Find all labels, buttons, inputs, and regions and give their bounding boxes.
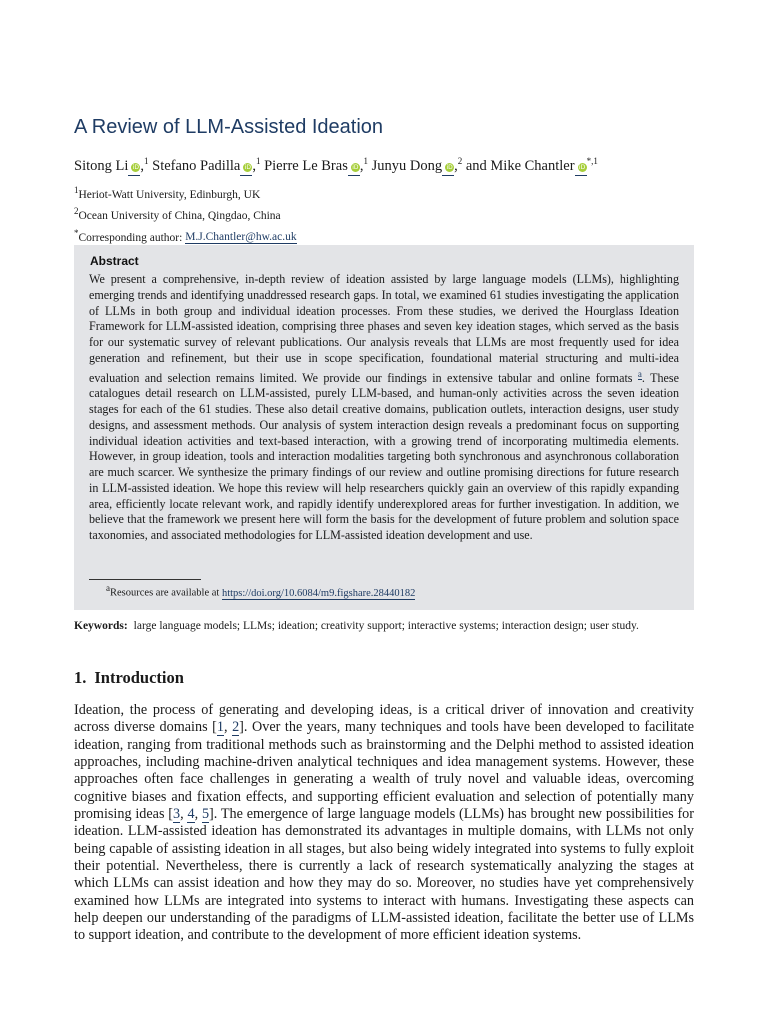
author-name: Mike Chantler xyxy=(490,157,575,174)
orcid-link[interactable] xyxy=(240,158,252,176)
affiliation-mark: 1 xyxy=(144,156,149,166)
keywords-text: large language models; LLMs; ideation; creativity support; interactive systems; interaction design; user study. xyxy=(133,620,639,632)
abstract-footnote: $^a$Resources are available at https://doi.org/10.6084/m9.figshare.28440182 xyxy=(106,583,416,599)
keywords xyxy=(74,620,639,632)
orcid-link[interactable] xyxy=(575,158,587,176)
email-link[interactable]: M.J.Chantler@hw.ac.uk xyxy=(185,231,297,244)
intro-paragraph: Ideation, the process of generating and developing ideas, is a critical driver of innovation and creativity across diverse domains [1, 2]. Over the years, many techniques and tools have been developed to facilitate ideation, ranging from traditional methods such as brainstorming and the Delphi method to assisted ideation approaches, including machine-driven analytical techniques and idea management systems. However, these approaches often face challenges in generating a wealth of truly novel and valuable ideas, overcoming cognitive biases and fixation effects, and supporting efficient evaluation and selection of potentially many promising ideas [3, 4, 5]. The emergence of large language models (LLMs) has brought new possibilities for ideation. LLM-assisted ideation has demonstrated its advantages in multiple domains, with LLMs not only being capable of assisting ideation in all stages, but also being widely integrated into systems to fully exploit their potential. Nevertheless, there is currently a lack of research systematically analyzing the stages at which LLMs can assist ideation and how they may do so. Moreover, no studies have yet comprehensively examined how LLMs are integrated into systems to interact with humans. Investigating these aspects can help deepen our understanding of the paradigms of LLM-assisted ideation, facilitate the better use of LLMs to support ideation, and contribute to the development of more efficient ideation systems. xyxy=(74,702,695,944)
orcid-icon: iD xyxy=(446,163,453,171)
author-name: Pierre Le Bras xyxy=(264,157,348,174)
citation-link[interactable]: 2 xyxy=(232,719,240,736)
footnote-ref[interactable]: a xyxy=(637,368,642,379)
citation-link[interactable]: 3 xyxy=(173,806,181,823)
orcid-icon: iD xyxy=(578,163,586,171)
section-title: Introduction xyxy=(94,668,184,687)
affiliation-mark: *,1 xyxy=(586,156,598,166)
orcid-icon: iD xyxy=(132,163,140,171)
author-name: Stefano Padilla xyxy=(152,157,241,174)
affiliation-mark: 1 xyxy=(255,156,261,166)
affiliation-mark: 1 xyxy=(363,156,368,166)
citation-link[interactable]: 5 xyxy=(201,806,210,823)
author-list: Sitong Li iD,$^1$ Stefano Padilla iD,$^1$ Pierre Le Bras iD,$^1$ Junyu Dong iD,$^2$ and Mike Chantler $iD^{*,1}$ xyxy=(74,156,598,174)
paper-title: A Review of LLM-Assisted Ideation xyxy=(74,116,384,138)
orcid-icon: iD xyxy=(244,163,251,171)
abstract-heading: Abstract xyxy=(90,254,139,268)
footnote-divider xyxy=(89,579,201,580)
citation-link[interactable]: 1 xyxy=(216,719,224,736)
affiliation-mark: 2 xyxy=(457,156,463,166)
orcid-icon: iD xyxy=(352,163,359,171)
abstract-text: We present a comprehensive, in-depth review of ideation assisted by large language models (LLMs), highlighting emerging trends and identifying unaddressed research gaps. In total, we examined 61 studies investigating the application of LLMs in both group and individual ideation processes. From these studies, we derived the Hourglass Ideation Framework for LLM-assisted ideation, comprising three phases and seven key ideation stages, which served as the basis for our systematic survey of relevant publications. Our analysis reveals that LLMs are most frequently used for idea generation and refinement, but their use in scope specification, foundational material structuring and multi-idea evaluation and selection remains limited. We provide our findings in extensive tabular and online formats $^a$. These catalogues detail research on LLM-assisted, purely LLM-based, and human-only activities across the seven ideation stages for each of the 61 studies. These also detail creative domains, publication outlets, interaction designs, user study designs, and assessment methods. Our analysis of system interaction design reveals a predominant focus on supporting individual ideation activities and text-based interaction, with a growing trend of incorporating multimedia elements. However, in group ideation, tools and interaction modalities targeting both synchronous and asynchronous collaboration are much scarcer. We synthesize the primary findings of our review and outline promising directions for future research in LLM-assisted ideation. We hope this review will help researchers quickly gain an overview of this rapidly expanding area, efficiently locate relevant work, and rapidly identify underexplored areas for further investigation. In addition, we believe that the framework we present here will form the basis for the development of future problem and solution space taxonomies, and associated methodologies for LLM-assisted ideation development and use. xyxy=(89,272,679,543)
affiliation-line: $^2$Ocean University of China, Qingdao, China xyxy=(74,206,281,223)
author-name: Sitong Li xyxy=(74,157,129,174)
affiliation-line: $^1$Heriot-Watt University, Edinburgh, UK xyxy=(74,185,261,201)
orcid-link[interactable] xyxy=(442,158,454,176)
section-number: 1. xyxy=(74,668,87,687)
author-name: Junyu Dong xyxy=(371,157,443,174)
abstract-box xyxy=(74,245,694,610)
author-conjunction: and xyxy=(465,157,487,174)
orcid-link[interactable] xyxy=(128,158,140,176)
keywords-label: Keywords: xyxy=(74,620,128,632)
doi-link[interactable]: https://doi.org/10.6084/m9.figshare.28440182 xyxy=(221,587,416,599)
section-heading xyxy=(74,668,184,688)
citation-link[interactable]: 4 xyxy=(187,806,195,823)
orcid-link[interactable] xyxy=(348,158,360,176)
corresponding-author: *Corresponding author: M.J.Chantler@hw.ac.uk xyxy=(74,227,297,244)
affiliations xyxy=(74,182,297,246)
